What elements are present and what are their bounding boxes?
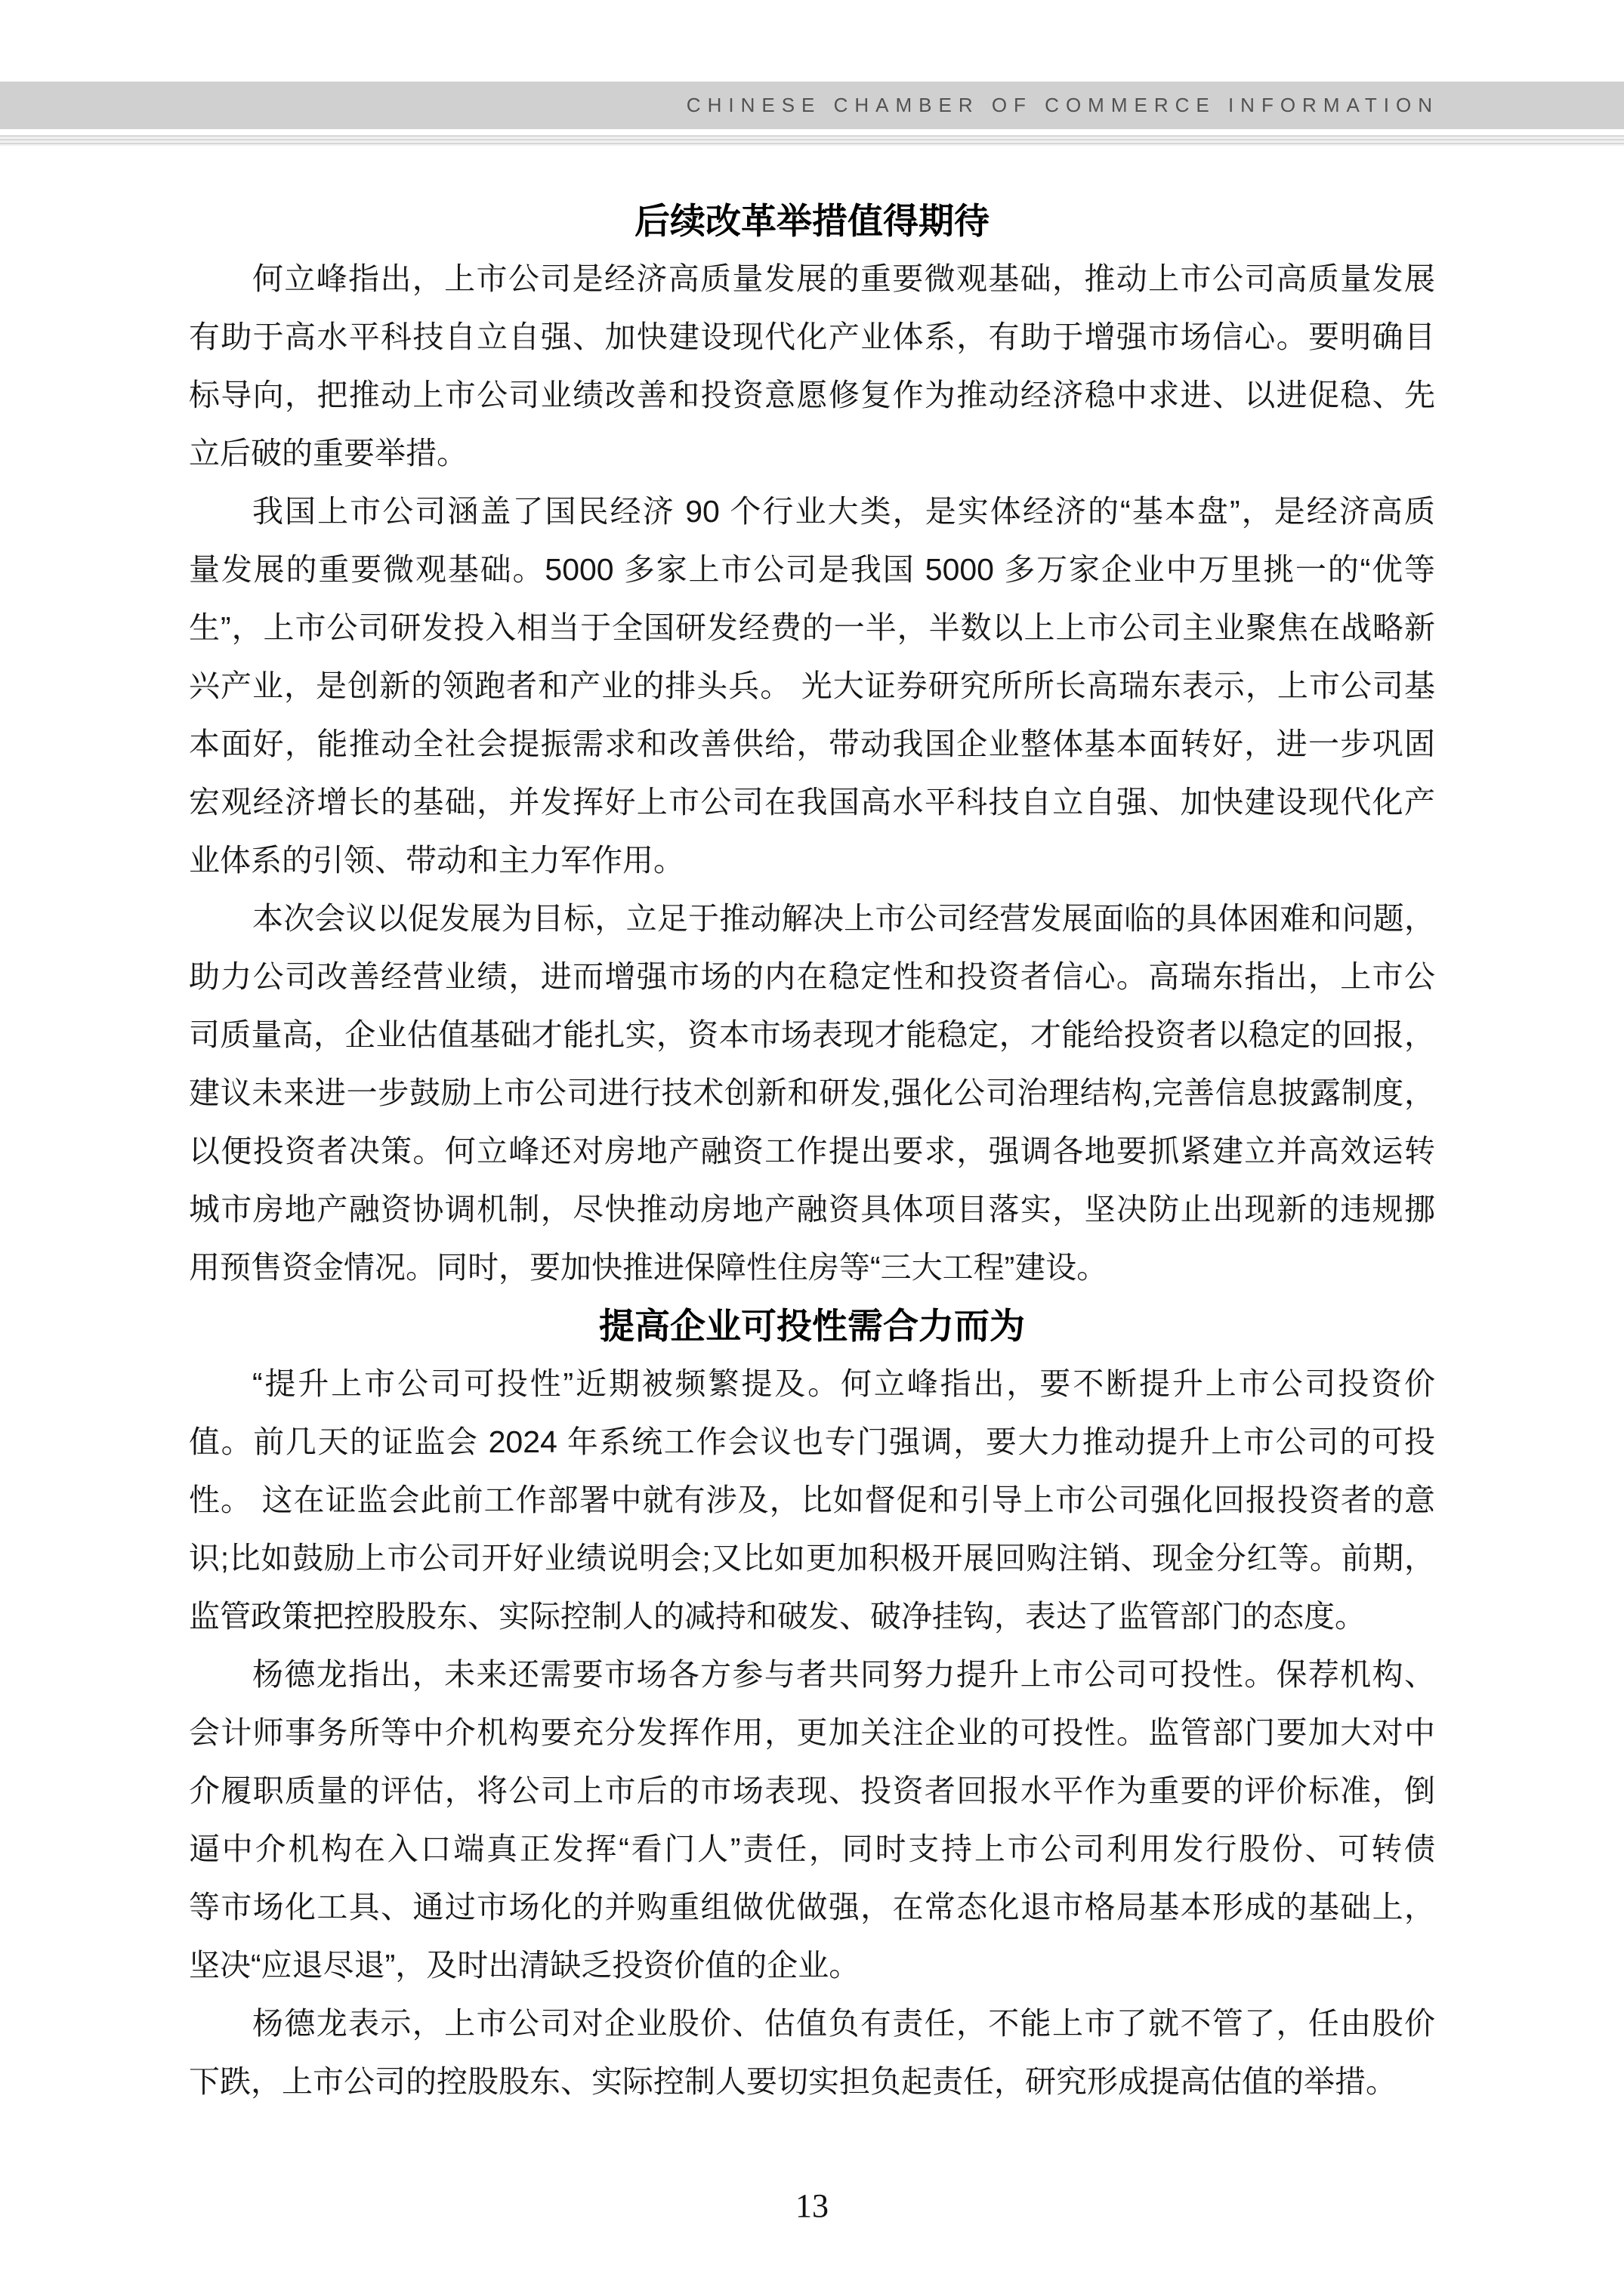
paragraph-line: 建议未来进一步鼓励上市公司进行技术创新和研发,强化公司治理结构,完善信息披露制度， (189, 1076, 1435, 1110)
paragraph-line: 立后破的重要举措。 (189, 436, 468, 471)
paragraph (189, 1355, 1435, 1646)
section-heading: 后续改革举措值得期待 (634, 201, 990, 241)
paragraph-line: 城市房地产融资协调机制，尽快推动房地产融资具体项目落实，坚决防止出现新的违规挪 (189, 1192, 1435, 1227)
header-banner (0, 82, 1624, 129)
paragraph-line: 用预售资金情况。同时，要加快推进保障性住房等“三大工程”建设。 (189, 1250, 1108, 1285)
paragraph-line: 生”，上市公司研发投入相当于全国研发经费的一半，半数以上上市公司主业聚焦在战略新 (189, 610, 1435, 645)
paragraph-line: 杨德龙表示，上市公司对企业股价、估值负有责任，不能上市了就不管了，任由股价 (252, 2006, 1435, 2041)
paragraph-line: 宏观经济增长的基础，并发挥好上市公司在我国高水平科技自立自强、加快建设现代化产 (189, 785, 1435, 819)
paragraph-line: 本面好，能推动全社会提振需求和改善供给，带动我国企业整体基本面转好，进一步巩固 (189, 727, 1435, 761)
header-banner-title: CHINESE CHAMBER OF COMMERCE INFORMATION (686, 94, 1439, 116)
paragraph-line: 坚决“应退尽退”，及时出清缺乏投资价值的企业。 (189, 1948, 860, 1983)
paragraph (189, 890, 1435, 1297)
paragraph-line: 本次会议以促发展为目标，立足于推动解决上市公司经营发展面临的具体困难和问题， (252, 901, 1435, 936)
paragraph-line: 杨德龙指出，未来还需要市场各方参与者共同努力提升上市公司可投性。保荐机构、 (252, 1657, 1435, 1692)
paragraph (189, 483, 1435, 890)
paragraph (189, 1995, 1435, 2111)
paragraph-line: 性。 这在证监会此前工作部署中就有涉及，比如督促和引导上市公司强化回报投资者的意 (189, 1483, 1435, 1517)
paragraph-line: 等市场化工具、通过市场化的并购重组做优做强，在常态化退市格局基本形成的基础上， (189, 1890, 1435, 1924)
article-body (189, 192, 1435, 2111)
paragraph-line: 下跌，上市公司的控股股东、实际控制人要切实担负起责任，研究形成提高估值的举措。 (189, 2064, 1397, 2099)
paragraph-line: 逼中介机构在入口端真正发挥“看门人”责任，同时支持上市公司利用发行股份、可转债 (189, 1832, 1435, 1866)
section-heading: 提高企业可投性需合力而为 (599, 1306, 1025, 1346)
paragraph-line: 标导向，把推动上市公司业绩改善和投资意愿修复作为推动经济稳中求进、以进促稳、先 (189, 378, 1435, 412)
paragraph-line: 会计师事务所等中介机构要充分发挥作用，更加关注企业的可投性。监管部门要加大对中 (189, 1715, 1435, 1750)
paragraph-line: 有助于高水平科技自立自强、加快建设现代化产业体系，有助于增强市场信心。要明确目 (189, 319, 1435, 354)
paragraph-line: 何立峰指出，上市公司是经济高质量发展的重要微观基础，推动上市公司高质量发展 (252, 261, 1435, 296)
page-number: 13 (795, 2187, 829, 2224)
paragraph-line: 介履职质量的评估，将公司上市后的市场表现、投资者回报水平作为重要的评价标准，倒 (189, 1773, 1435, 1808)
paragraph-line: 业体系的引领、带动和主力军作用。 (189, 843, 684, 878)
paragraph-line: 司质量高，企业估值基础才能扎实，资本市场表现才能稳定，才能给投资者以稳定的回报， (189, 1017, 1435, 1052)
paragraph-line: 以便投资者决策。何立峰还对房地产融资工作提出要求，强调各地要抓紧建立并高效运转 (189, 1134, 1435, 1168)
paragraph-line: 兴产业，是创新的领跑者和产业的排头兵。 光大证券研究所所长高瑞东表示，上市公司基 (189, 668, 1435, 703)
paragraph-line: 值。前几天的证监会 2024 年系统工作会议也专门强调，要大力推动提升上市公司的可投 (189, 1424, 1435, 1459)
paragraph-line: 识;比如鼓励上市公司开好业绩说明会;又比如更加积极开展回购注销、现金分红等。前期， (189, 1541, 1435, 1575)
paragraph-line: “提升上市公司可投性”近期被频繁提及。何立峰指出，要不断提升上市公司投资价 (252, 1366, 1435, 1401)
paragraph (189, 250, 1435, 483)
header-stripe-divider (0, 135, 1624, 146)
paragraph (189, 1646, 1435, 1995)
paragraph-line: 助力公司改善经营业绩，进而增强市场的内在稳定性和投资者信心。高瑞东指出，上市公 (189, 959, 1435, 994)
paragraph-line: 量发展的重要微观基础。5000 多家上市公司是我国 5000 多万家企业中万里挑一的“优等 (189, 552, 1435, 587)
paragraph-line: 我国上市公司涵盖了国民经济 90 个行业大类，是实体经济的“基本盘”，是经济高质 (252, 494, 1435, 529)
paragraph-line: 监管政策把控股股东、实际控制人的减持和破发、破净挂钩，表达了监管部门的态度。 (189, 1599, 1366, 1634)
